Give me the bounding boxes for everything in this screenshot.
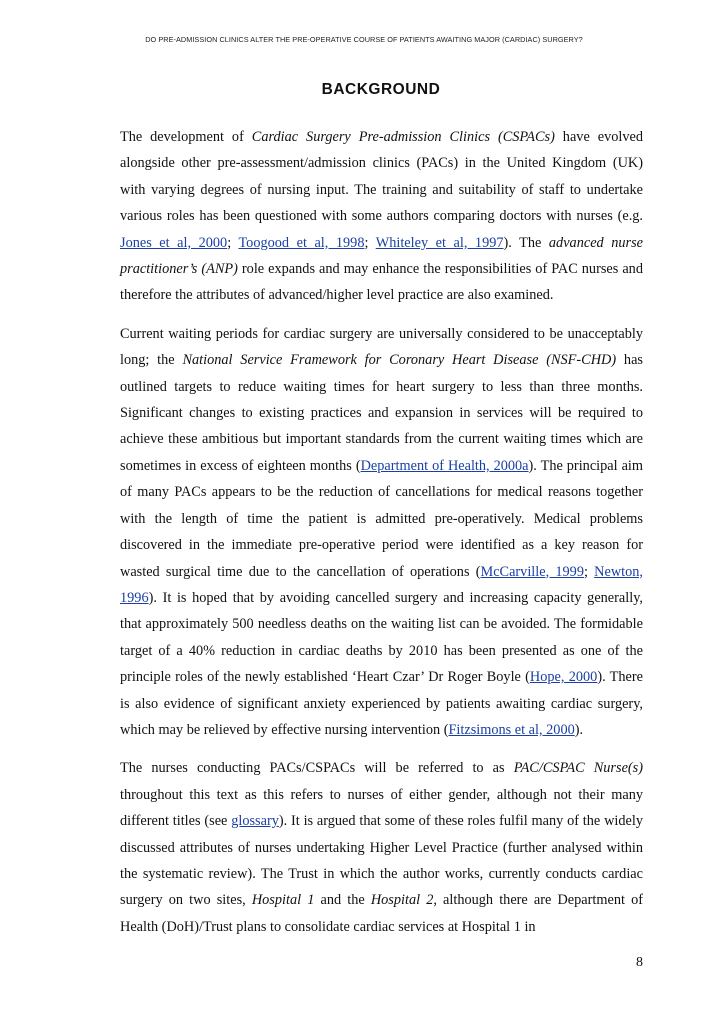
- citation-link-whiteley-1997[interactable]: Whiteley et al, 1997: [375, 234, 504, 251]
- paragraph-cspac-development: [120, 124, 643, 309]
- text-run: Current waiting periods for cardiac surgery are universally considered to be unacceptably long; the: [120, 325, 643, 369]
- citation-link-mccarville-1999[interactable]: McCarville, 1999: [480, 563, 584, 580]
- text-run: role expands and may enhance the responsibilities of PAC nurses and therefore the attributes of advanced/higher level practice are also examined.: [120, 261, 643, 304]
- citation-link-fitzsimons-2000[interactable]: Fitzsimons et al, 2000: [448, 721, 575, 738]
- italic-term: PAC/CSPAC Nurse(s): [513, 760, 643, 777]
- citation-link-doh-2000a[interactable]: Department of Health, 2000a: [360, 457, 529, 474]
- text-run: ;: [364, 234, 376, 251]
- citation-link-toogood-1998[interactable]: Toogood et al, 1998: [238, 234, 365, 251]
- paragraph-waiting-periods: [120, 321, 643, 744]
- paragraph-pac-nurses: [120, 755, 643, 940]
- italic-term: Hospital 1: [251, 892, 315, 909]
- text-run: ). The principal aim of many PACs appears to be the reduction of cancellations for medical reasons together with the length of time the patient is admitted pre-operatively. Medical problems discovered in the immediate pre-operative period were identified as a key reason for wasted surgical time due to the cancellation of operations (: [120, 457, 644, 580]
- text-run: have evolved alongside other pre-assessment/admission clinics (PACs) in the United Kingdom (UK) with varying degrees of nursing input. The training and suitability of staff to undertake various roles has been questioned with some authors comparing doctors with nurses (e.g.: [120, 129, 643, 225]
- citation-link-hope-2000[interactable]: Hope, 2000: [529, 669, 598, 686]
- text-run: has outlined targets to reduce waiting times for heart surgery to less than three months. Significant changes to existing practices and expansion in services will be required to achieve these ambitious but important standards from the current waiting times which are sometimes in excess of eighteen months (: [120, 352, 643, 474]
- text-run: ).: [574, 721, 584, 738]
- citation-link-jones-2000[interactable]: Jones et al, 2000: [120, 234, 228, 251]
- text-run: ;: [227, 234, 239, 251]
- section-heading: BACKGROUND: [321, 81, 441, 98]
- text-run: The development of: [120, 129, 252, 145]
- italic-term: Cardiac Surgery Pre-admission Clinics (CSPACs): [251, 129, 555, 145]
- text-run: ). The: [503, 234, 549, 251]
- italic-term: advanced nurse practitioner’s (ANP): [120, 234, 643, 278]
- text-run: ). It is argued that some of these roles fulfil many of the widely discussed attributes of nurses undertaking Higher Level Practice (further analysed within the systematic review). The Trust in which the author works, currently conducts cardiac surgery on two sites,: [120, 813, 643, 909]
- running-head: DO PRE-ADMISSION CLINICS ALTER THE PRE-OPERATIVE COURSE OF PATIENTS AWAITING MAJOR (CARDIAC) SURGERY?: [145, 35, 583, 44]
- glossary-link[interactable]: glossary: [231, 813, 279, 830]
- text-run: ). There is also evidence of significant anxiety experienced by patients awaiting cardiac surgery, which may be relieved by effective nursing intervention (: [120, 669, 643, 738]
- text-run: , although there are Department of Health (DoH)/Trust plans to consolidate cardiac services at Hospital 1 in: [120, 892, 643, 935]
- italic-term: National Service Framework for Coronary Heart Disease (NSF-CHD): [182, 352, 617, 369]
- text-run: ). It is hoped that by avoiding cancelled surgery and increasing capacity generally, that approximately 500 needless deaths on the waiting list can be avoided. The formidable target of a 40% reduction in cardiac deaths by 2010 has been presented as one of the principle roles of the newly established ‘Heart Czar’ Dr Roger Boyle (: [120, 589, 643, 686]
- citation-link-newton-1996[interactable]: Newton, 1996: [120, 563, 644, 606]
- page-number: 8: [636, 955, 643, 970]
- text-run: throughout this text as this refers to nurses of either gender, although not their many different titles (see: [120, 786, 643, 830]
- italic-term: Hospital 2: [370, 892, 434, 909]
- text-run: and the: [314, 892, 371, 909]
- text-run: ;: [583, 563, 595, 580]
- body-text: [120, 124, 643, 952]
- text-run: The nurses conducting PACs/CSPACs will be referred to as: [120, 760, 514, 777]
